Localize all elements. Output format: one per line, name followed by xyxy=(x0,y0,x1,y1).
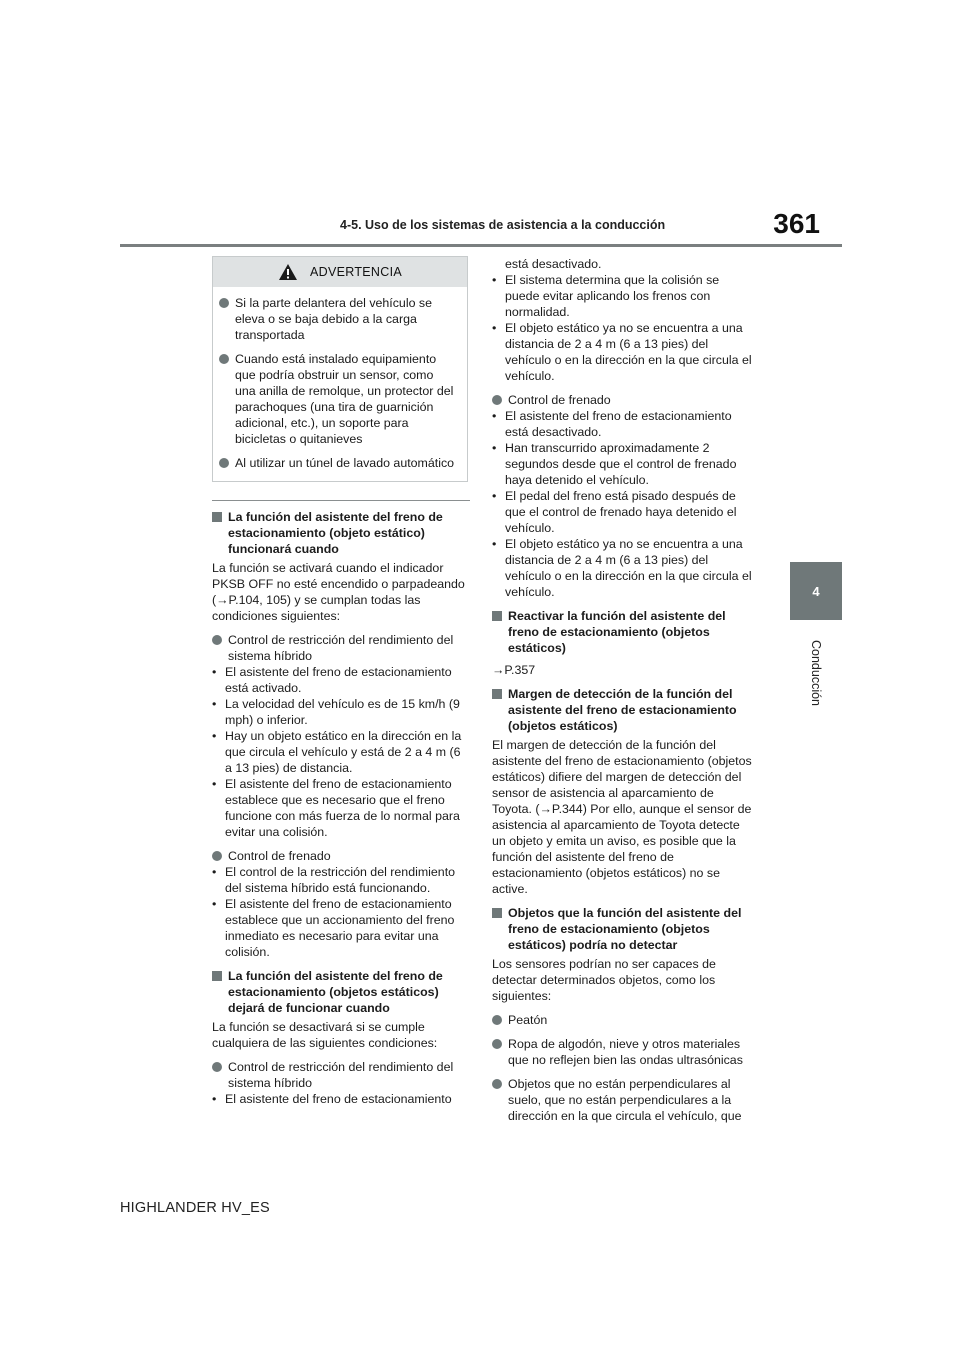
sub-item: • El asistente del freno de estacionamiento está activado. xyxy=(212,664,470,696)
sub-item: • El sistema determina que la colisión se puede evitar aplicando los frenos con normalidad. xyxy=(492,272,754,320)
bullet-item: Control de restricción del rendimiento del sistema híbrido xyxy=(212,632,470,664)
warning-triangle-icon xyxy=(278,263,298,281)
sub-item: • Han transcurrido aproximadamente 2 segundos desde que el control de frenado haya detenido el vehículo. xyxy=(492,440,754,488)
bullet-item: Objetos que no están perpendiculares al suelo, que no están perpendiculares a la dirección en la que circula el vehículo, que xyxy=(492,1076,754,1124)
bullet-dot-icon xyxy=(212,1062,222,1072)
bullet-dot-icon xyxy=(212,851,222,861)
bullet-dot-icon xyxy=(219,458,229,468)
header-rule xyxy=(120,244,842,247)
left-column xyxy=(212,500,470,1107)
chapter-number: 4 xyxy=(812,583,820,599)
paragraph: Los sensores podrían no ser capaces de detectar determinados objetos, como los siguientes: xyxy=(492,957,716,1003)
warning-item: Si la parte delantera del vehículo se eleva o se baja debido a la carga transportada xyxy=(219,295,457,343)
sub-item: • El objeto estático ya no se encuentra a una distancia de 2 a 4 m (6 a 13 pies) del vehículo o en la dirección en la que circula el vehículo. xyxy=(492,536,754,600)
sub-item: • Hay un objeto estático en la dirección en la que circula el vehículo y está de 2 a 4 m (6 a 13 pies) de distancia. xyxy=(212,728,470,776)
warning-item: Al utilizar un túnel de lavado automático xyxy=(219,455,457,471)
page-reference-link[interactable]: →P.357 xyxy=(492,663,536,677)
section-heading: Reactivar la función del asistente del freno de estacionamiento (objetos estáticos) xyxy=(492,608,754,656)
square-bullet-icon xyxy=(492,908,502,918)
sub-item: • El asistente del freno de estacionamiento xyxy=(212,1091,470,1107)
footer-model-name: HIGHLANDER HV_ES xyxy=(120,1200,270,1216)
bullet-dot-icon xyxy=(212,635,222,645)
chapter-label: Conducción xyxy=(809,639,824,707)
bullet-item: Ropa de algodón, nieve y otros materiales que no reflejen bien las ondas ultrasónicas xyxy=(492,1036,754,1068)
square-bullet-icon xyxy=(212,512,222,522)
paragraph: La función se activará cuando el indicador PKSB OFF no esté encendido o parpadeando (→P.104, 105) y se cumplan todas las condiciones siguientes: xyxy=(212,561,465,623)
bullet-item: Control de frenado xyxy=(492,392,754,408)
section-heading: La función del asistente del freno de estacionamiento (objeto estático) funcionará cuando xyxy=(212,509,470,557)
section-heading: La función del asistente del freno de estacionamiento (objetos estáticos) dejará de funcionar cuando xyxy=(212,968,470,1016)
bullet-dot-icon xyxy=(492,1079,502,1089)
right-column xyxy=(492,256,754,1124)
bullet-item: Control de restricción del rendimiento del sistema híbrido xyxy=(212,1059,470,1091)
section-title: 4-5. Uso de los sistemas de asistencia a la conducción xyxy=(340,218,666,232)
sub-item: • La velocidad del vehículo es de 15 km/h (9 mph) o inferior. xyxy=(212,696,470,728)
warning-header xyxy=(213,257,467,287)
bullet-dot-icon xyxy=(219,354,229,364)
square-bullet-icon xyxy=(492,689,502,699)
section-heading: Objetos que la función del asistente del freno de estacionamiento (objetos estáticos) podría no detectar xyxy=(492,905,754,953)
paragraph: La función se desactivará si se cumple cualquiera de las siguientes condiciones: xyxy=(212,1020,438,1050)
square-bullet-icon xyxy=(492,611,502,621)
section-heading: Margen de detección de la función del asistente del freno de estacionamiento (objetos estáticos) xyxy=(492,686,754,734)
bullet-item: Peatón xyxy=(492,1012,754,1028)
square-bullet-icon xyxy=(212,971,222,981)
sub-item: • El asistente del freno de estacionamiento establece que es necesario que el freno funcione con más fuerza de lo normal para evitar una colisión. xyxy=(212,776,470,840)
page-number: 361 xyxy=(773,208,820,239)
warning-box xyxy=(212,256,468,482)
bullet-dot-icon xyxy=(492,395,502,405)
bullet-dot-icon xyxy=(492,1039,502,1049)
sub-item: • El control de la restricción del rendimiento del sistema híbrido está funcionando. xyxy=(212,864,470,896)
warning-title: ADVERTENCIA xyxy=(310,265,402,279)
paragraph: El margen de detección de la función del asistente del freno de estacionamiento (objetos estáticos) difiere del margen de detección del sensor de asistencia al aparcamiento de Toyota. (→P.344) Por ello, aunque el sensor de asistencia al aparcamiento de Toyota detecte un objeto y emita un aviso, es posible que la función del asistente del freno de estacionamiento (objetos estáticos) no se active. xyxy=(492,738,752,896)
sub-item: • El asistente del freno de estacionamiento está desactivado. xyxy=(492,408,754,440)
bullet-item: Control de frenado xyxy=(212,848,470,864)
sub-item: • El pedal del freno está pisado después de que el control de frenado haya detenido el vehículo. xyxy=(492,488,754,536)
section-divider xyxy=(212,500,470,501)
bullet-dot-icon xyxy=(219,298,229,308)
bullet-dot-icon xyxy=(492,1015,502,1025)
sub-item: • El objeto estático ya no se encuentra a una distancia de 2 a 4 m (6 a 13 pies) del vehículo o en la dirección en la que circula el vehículo. xyxy=(492,320,754,384)
sub-item: • El asistente del freno de estacionamiento establece que un accionamiento del freno inmediato es necesario para evitar una colisión. xyxy=(212,896,470,960)
continued-text: está desactivado. xyxy=(505,257,602,271)
chapter-tab[interactable] xyxy=(790,562,842,620)
warning-item: Cuando está instalado equipamiento que podría obstruir un sensor, como una anilla de remolque, un protector del parachoques (una tira de guarnición adicional, etc.), un soporte para bicicletas o quitanieves xyxy=(219,351,457,447)
